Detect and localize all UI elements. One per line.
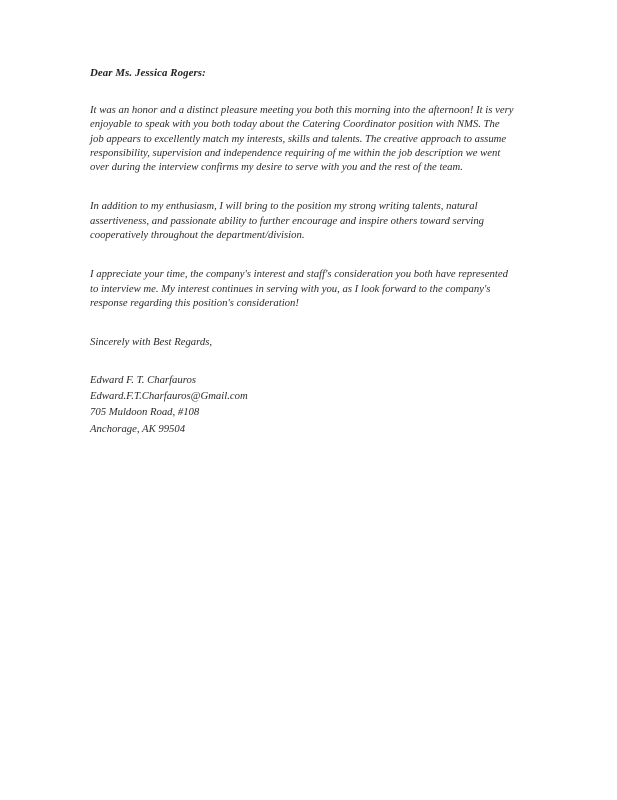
letter-body [90, 66, 514, 437]
signer-city-state-zip: Anchorage, AK 99504 [90, 422, 186, 435]
closing-line: Sincerely with Best Regards, [90, 336, 213, 349]
signer-email: Edward.F.T.Charfauros@Gmail.com [90, 389, 248, 402]
salutation: Dear Ms. Jessica Rogers: [90, 67, 206, 79]
signer-street-address: 705 Muldoon Road, #108 [90, 406, 200, 419]
signature-block [90, 372, 514, 438]
body-paragraph-3: I appreciate your time, the company's interest and staff's consideration you both have represented to interview me. My interest continues in serving with you, as I look forward to the company's response regarding this position's consideration! [90, 268, 508, 309]
body-paragraph-2: In addition to my enthusiasm, I will bring to the position my strong writing talents, natural assertiveness, and passionate ability to further encourage and inspire others toward serving cooperatively throughout the department/division. [90, 200, 485, 242]
body-paragraph-1: It was an honor and a distinct pleasure meeting you both this morning into the afternoon! It is very enjoyable to speak with you both today about the Catering Coordinator position with NMS. The job appears to excellently match my interests, skills and talents. The creative approach to assume responsibility, supervision and independence requiring of me within the job description we went over during the interview confirms my desire to serve with you and the rest of the team. [90, 104, 514, 174]
signer-name: Edward F. T. Charfauros [90, 373, 197, 386]
